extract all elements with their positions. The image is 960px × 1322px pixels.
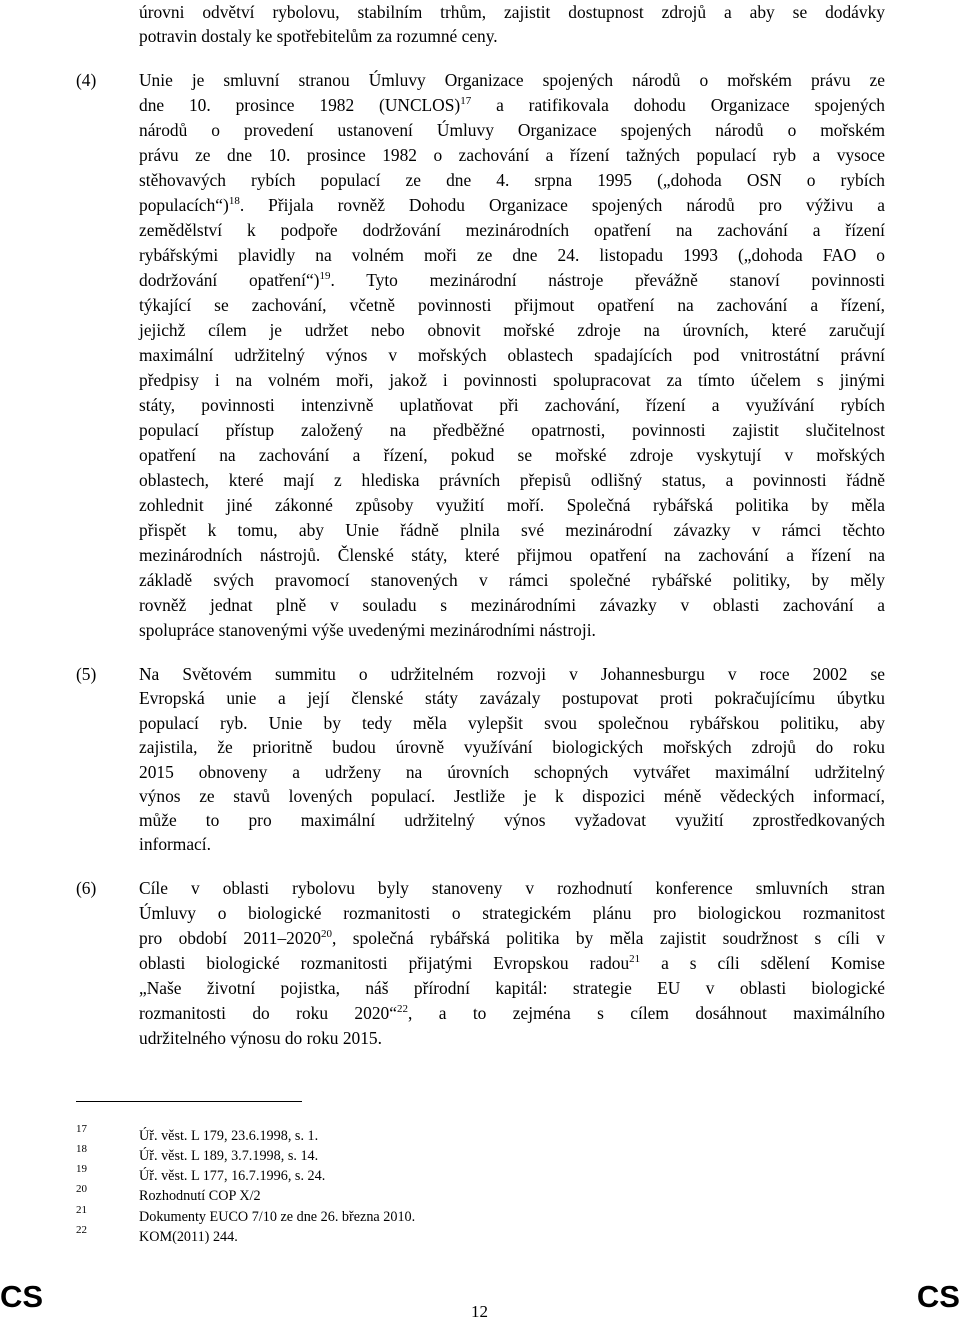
intro-line-2: potravin dostaly ke spotřebitelům za rozumné ceny.: [139, 26, 498, 46]
footnote-number: 22: [76, 1224, 87, 1236]
footnote-text: Rozhodnutí COP X/2: [139, 1188, 261, 1204]
p4-line: stěhovavých rybích populací ze dne 4. srpna 1995 („dohoda OSN o rybích: [139, 170, 885, 190]
footnote-separator: [76, 1101, 302, 1102]
p4-line: právu ze dne 10. prosince 1982 o zachování a řízení tažných populací ryb a vysoce: [139, 145, 885, 165]
p6-line: oblasti biologické rozmanitosti přijatými Evropskou radou$^{21}$ a s cíli sdělení Komise: [139, 953, 885, 973]
p4-line: národů o provedení ustanovení Úmluvy Organizace spojených národů o mořském: [139, 120, 885, 140]
p5-line: zajistila, že prioritně budou úrovně využívání biologických mořských zdrojů do roku: [139, 737, 885, 757]
footnote-ref-19[interactable]: 19: [319, 270, 331, 283]
p4-line: oblastech, které mají z hlediska právních přepisů odlišný status, a povinnosti řádně: [139, 470, 885, 490]
footnote-number: 18: [76, 1143, 87, 1155]
footnote-text: KOM(2011) 244.: [139, 1229, 238, 1245]
footnote-number: 21: [76, 1204, 87, 1216]
footnote-text: Úř. věst. L 179, 23.6.1998, s. 1.: [139, 1128, 319, 1144]
intro-line-1: úrovni odvětví rybolovu, stabilním trhům, zajistit dostupnost zdrojů a aby se dodávky: [139, 2, 885, 22]
p4-line: státy, povinnosti intenzivně uplatňovat při zachování, řízení a využívání rybích: [139, 395, 885, 415]
p4-line: dne 10. prosince 1982 (UNCLOS)$^{17}$ a ratifikovala dohodu Organizace spojených: [139, 95, 885, 115]
footnote-text: Úř. věst. L 177, 16.7.1996, s. 24.: [139, 1168, 326, 1184]
p5-line: Evropská unie a její členské státy zavázaly postupovat proti pokračujícímu úbytku: [139, 688, 885, 708]
p4-line: týkající se zachování, včetně povinnosti přijmout opatření na zachování a řízení,: [139, 295, 885, 315]
footnote-number: 20: [76, 1183, 87, 1195]
paragraph-6-number: (6): [76, 878, 97, 898]
footnote-ref-21[interactable]: 21: [629, 953, 641, 966]
paragraph-5-number: (5): [76, 664, 97, 684]
p5-line: 2015 obnoveny a udrženy na úrovních schopných vytvářet maximální udržitelný: [139, 762, 885, 782]
p5-line: může to pro maximální udržitelný výnos vyžadovat využití zprostředkovaných: [139, 810, 885, 830]
footnote-ref-17[interactable]: 17: [460, 95, 472, 108]
p5-line: výnos ze stavů lovených populací. Jestliže je k dispozici méně vědeckých informací,: [139, 786, 885, 806]
p4-line: populací přístup založený na předběžné opatrnosti, povinnosti zajistit slučitelnost: [139, 420, 885, 440]
page-number: 12: [471, 1302, 488, 1321]
footnote-ref-20[interactable]: 20: [320, 928, 332, 941]
p5-line: informací.: [139, 834, 211, 854]
p6-line: pro období 2011–2020$^{20}$, společná rybářská politika by měla zajistit soudržnost s cíli v: [139, 928, 885, 948]
p4-line: opatření na zachování a řízení, pokud se mořské zdroje vyskytují v mořských: [139, 445, 885, 465]
p4-line: základě svých pravomocí stanovených v rámci společné rybářské politiky, by měly: [139, 570, 885, 590]
p4-line: dodržování opatření“)$^{19}$. Tyto mezinárodní nástroje převážně stanoví povinnosti: [139, 270, 885, 290]
p6-line: „Naše životní pojistka, náš přírodní kapitál: strategie EU v oblasti biologické: [139, 978, 885, 998]
language-code-left: CS: [0, 1279, 44, 1314]
footnote-text: Dokumenty EUCO 7/10 ze dne 26. března 2010.: [139, 1209, 416, 1225]
p6-line: Úmluvy o biologické rozmanitosti o strategickém plánu pro biologickou rozmanitost: [139, 903, 885, 923]
p5-line: Na Světovém summitu o udržitelném rozvoji v Johannesburgu v roce 2002 se: [139, 664, 885, 684]
language-code-right: CS: [916, 1279, 960, 1314]
p4-line: rybářskými plavidly na volném moři ze dne 24. listopadu 1993 („dohoda FAO o: [139, 245, 885, 265]
p4-line: zemědělství k podpoře dodržování mezinárodních opatření na zachování a řízení: [139, 220, 885, 240]
footnote-ref-18[interactable]: 18: [228, 195, 240, 208]
p4-line: spolupráce stanovenými výše uvedenými mezinárodními nástroji.: [139, 620, 596, 640]
p4-line: předpisy i na volném moři, jakož i povinnosti spolupracovat za tímto účelem s jinými: [139, 370, 885, 390]
paragraph-4-number: (4): [76, 70, 97, 90]
footnote-number: 17: [76, 1123, 87, 1135]
p4-line: maximální udržitelný výnos v mořských oblastech spadajících pod vnitrostátní právní: [139, 345, 885, 365]
p4-line: Unie je smluvní stranou Úmluvy Organizace spojených národů o mořském právu ze: [139, 70, 885, 90]
p6-line: rozmanitosti do roku 2020“$^{22}$, a to zejména s cílem dosáhnout maximálního: [139, 1003, 885, 1023]
footnote-ref-22[interactable]: 22: [396, 1003, 408, 1016]
p6-line: Cíle v oblasti rybolovu byly stanoveny v rozhodnutí konference smluvních stran: [139, 878, 885, 898]
p4-line: zohlednit jiné zákonné způsoby využití moří. Společná rybářská politika by měla: [139, 495, 885, 515]
p4-line: mezinárodních nástrojů. Členské státy, které přijmou opatření na zachování a řízení na: [139, 545, 885, 565]
p4-line: populacích“)$^{18}$. Přijala rovněž Dohodu Organizace spojených národů pro výživu a: [139, 195, 885, 215]
p4-line: rovněž jednat plně v souladu s mezinárodními závazky v oblasti zachování a: [139, 595, 885, 615]
p4-line: jejichž cílem je udržet nebo obnovit mořské zdroje na úrovních, které zaručují: [139, 320, 885, 340]
footnote-text: Úř. věst. L 189, 3.7.1998, s. 14.: [139, 1148, 319, 1164]
p4-line: přispět k tomu, aby Unie řádně plnila své mezinárodní závazky v rámci těchto: [139, 520, 885, 540]
p5-line: populací ryb. Unie by tedy měla vylepšit svou společnou rybářskou politiku, aby: [139, 713, 885, 733]
p6-line: udržitelného výnosu do roku 2015.: [139, 1028, 382, 1048]
footnote-number: 19: [76, 1163, 87, 1175]
